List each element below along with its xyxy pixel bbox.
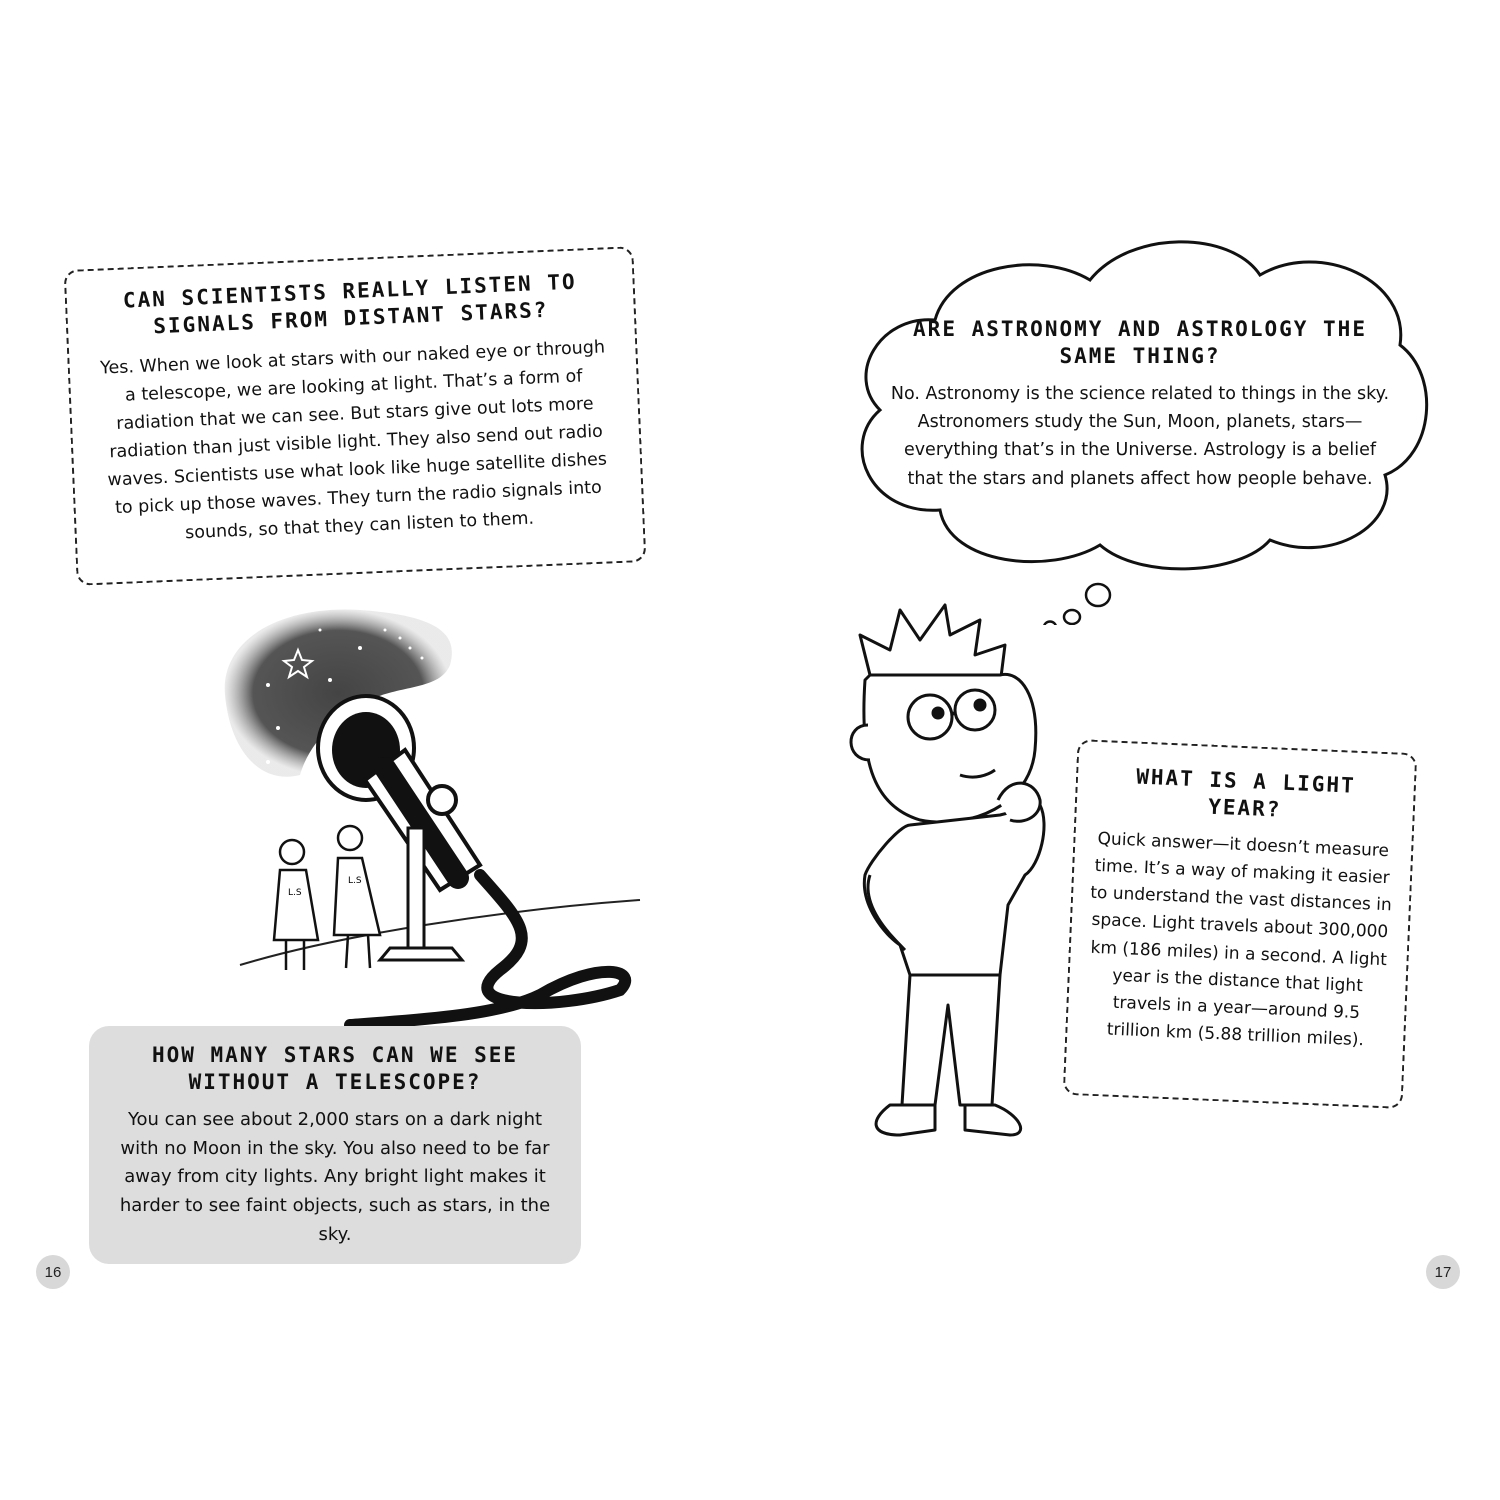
scientists-question-title: CAN SCIENTISTS REALLY LISTEN TO SIGNALS FROM DISTANT STARS? [122,269,578,339]
scientists-question-box [64,246,647,586]
page-number-left: 16 [36,1255,70,1289]
lab-coat-badge-right: L.S [348,876,362,886]
stars-without-telescope-box [89,1026,581,1264]
stars-question-body: You can see about 2,000 stars on a dark night with no Moon in the sky. You also need to be far away from city lights. Any bright light makes it harder to see faint objects, such as stars, in the sky. [119,1108,551,1245]
stars-question-title: HOW MANY STARS CAN WE SEE WITHOUT A TELESCOPE? [151,1043,519,1094]
astronomy-astrology-box [890,316,1390,516]
scientists-question-body: Yes. When we look at stars with our naked eye or through a telescope, we are looking at light. That’s a form of radiation that we can see. But stars give out lots more radiation than just visible light. They also send out radio waves. Scientists use what look like huge satellite dishes to pick up those waves. They turn the radio signals into sounds, so that they can listen to them. [99,337,608,543]
radio-telescope-illustration [200,590,650,1030]
scientist-right [334,826,380,968]
page-number-right: 17 [1426,1255,1460,1289]
astronomy-question-title: ARE ASTRONOMY AND ASTROLOGY THE SAME THING? [913,317,1367,368]
light-year-box [1063,739,1418,1109]
lab-coat-badge-left: L.S [288,888,302,898]
light-year-question-title: WHAT IS A LIGHT YEAR? [1135,764,1357,822]
light-year-question-body: Quick answer—it doesn’t measure time. It’s a way of making it easier to understand the vast distances in space. Light travels about 300,000 km (186 miles) in a second. A light year is the distance that light travels in a year—around 9.5 trillion km (5.88 trillion miles). [1089,828,1393,1051]
thinking-boy-illustration [830,575,1070,1155]
astronomy-question-body: No. Astronomy is the science related to things in the sky. Astronomers study the Sun, Moon, planets, stars—everything that’s in the Universe. Astrology is a belief that the stars and planets affect how people behave. [890,383,1390,489]
